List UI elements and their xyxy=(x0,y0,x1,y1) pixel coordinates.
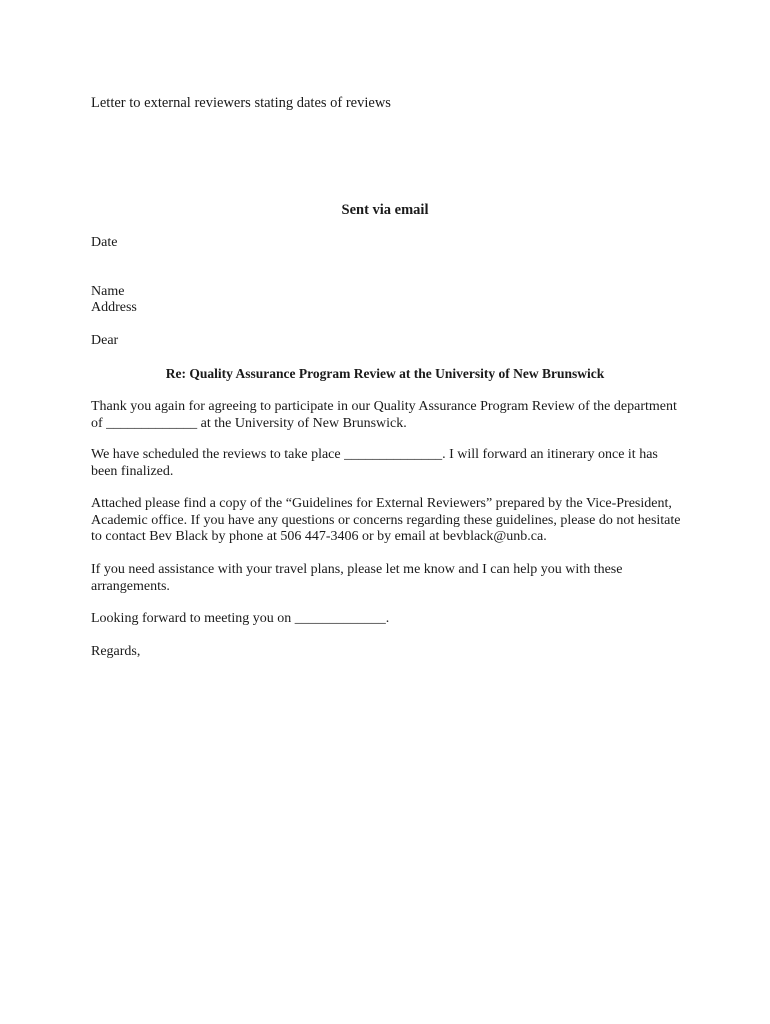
subject-line: Re: Quality Assurance Program Review at the University of New Brunswick xyxy=(165,366,605,381)
salutation: Dear xyxy=(91,333,119,348)
paragraph-meeting xyxy=(91,611,691,628)
recipient-address: Address xyxy=(91,300,137,315)
paragraph-line: If you need assistance with your travel plans, please let me know and I can help you with these xyxy=(91,562,623,577)
paragraph-line: Thank you again for agreeing to participate in our Quality Assurance Program Review of the department xyxy=(91,399,677,414)
paragraph-line: We have scheduled the reviews to take place ______________. I will forward an itinerary once it has xyxy=(91,447,658,462)
document-heading: Letter to external reviewers stating dates of reviews xyxy=(91,95,391,111)
paragraph-line: of _____________ at the University of New Brunswick. xyxy=(91,415,407,431)
paragraph-line: Academic office. If you have any questions or concerns regarding these guidelines, please do not hesitate xyxy=(91,512,681,528)
recipient-name: Name xyxy=(91,284,125,299)
paragraph-travel xyxy=(91,562,691,595)
paragraph-thanks xyxy=(91,399,691,432)
paragraph-line: Looking forward to meeting you on _____________. xyxy=(91,611,390,626)
paragraph-guidelines xyxy=(91,496,691,546)
paragraph-line: arrangements. xyxy=(91,578,170,594)
paragraph-line: to contact Bev Black by phone at 506 447-3406 or by email at bevblack@unb.ca. xyxy=(91,529,547,544)
closing: Regards, xyxy=(91,644,141,659)
paragraph-line: Attached please find a copy of the “Guidelines for External Reviewers” prepared by the Vice-President, xyxy=(91,496,672,511)
sent-via-label: Sent via email xyxy=(341,202,429,218)
date-label: Date xyxy=(91,235,118,250)
paragraph-line: been finalized. xyxy=(91,463,174,479)
paragraph-schedule xyxy=(91,447,691,480)
